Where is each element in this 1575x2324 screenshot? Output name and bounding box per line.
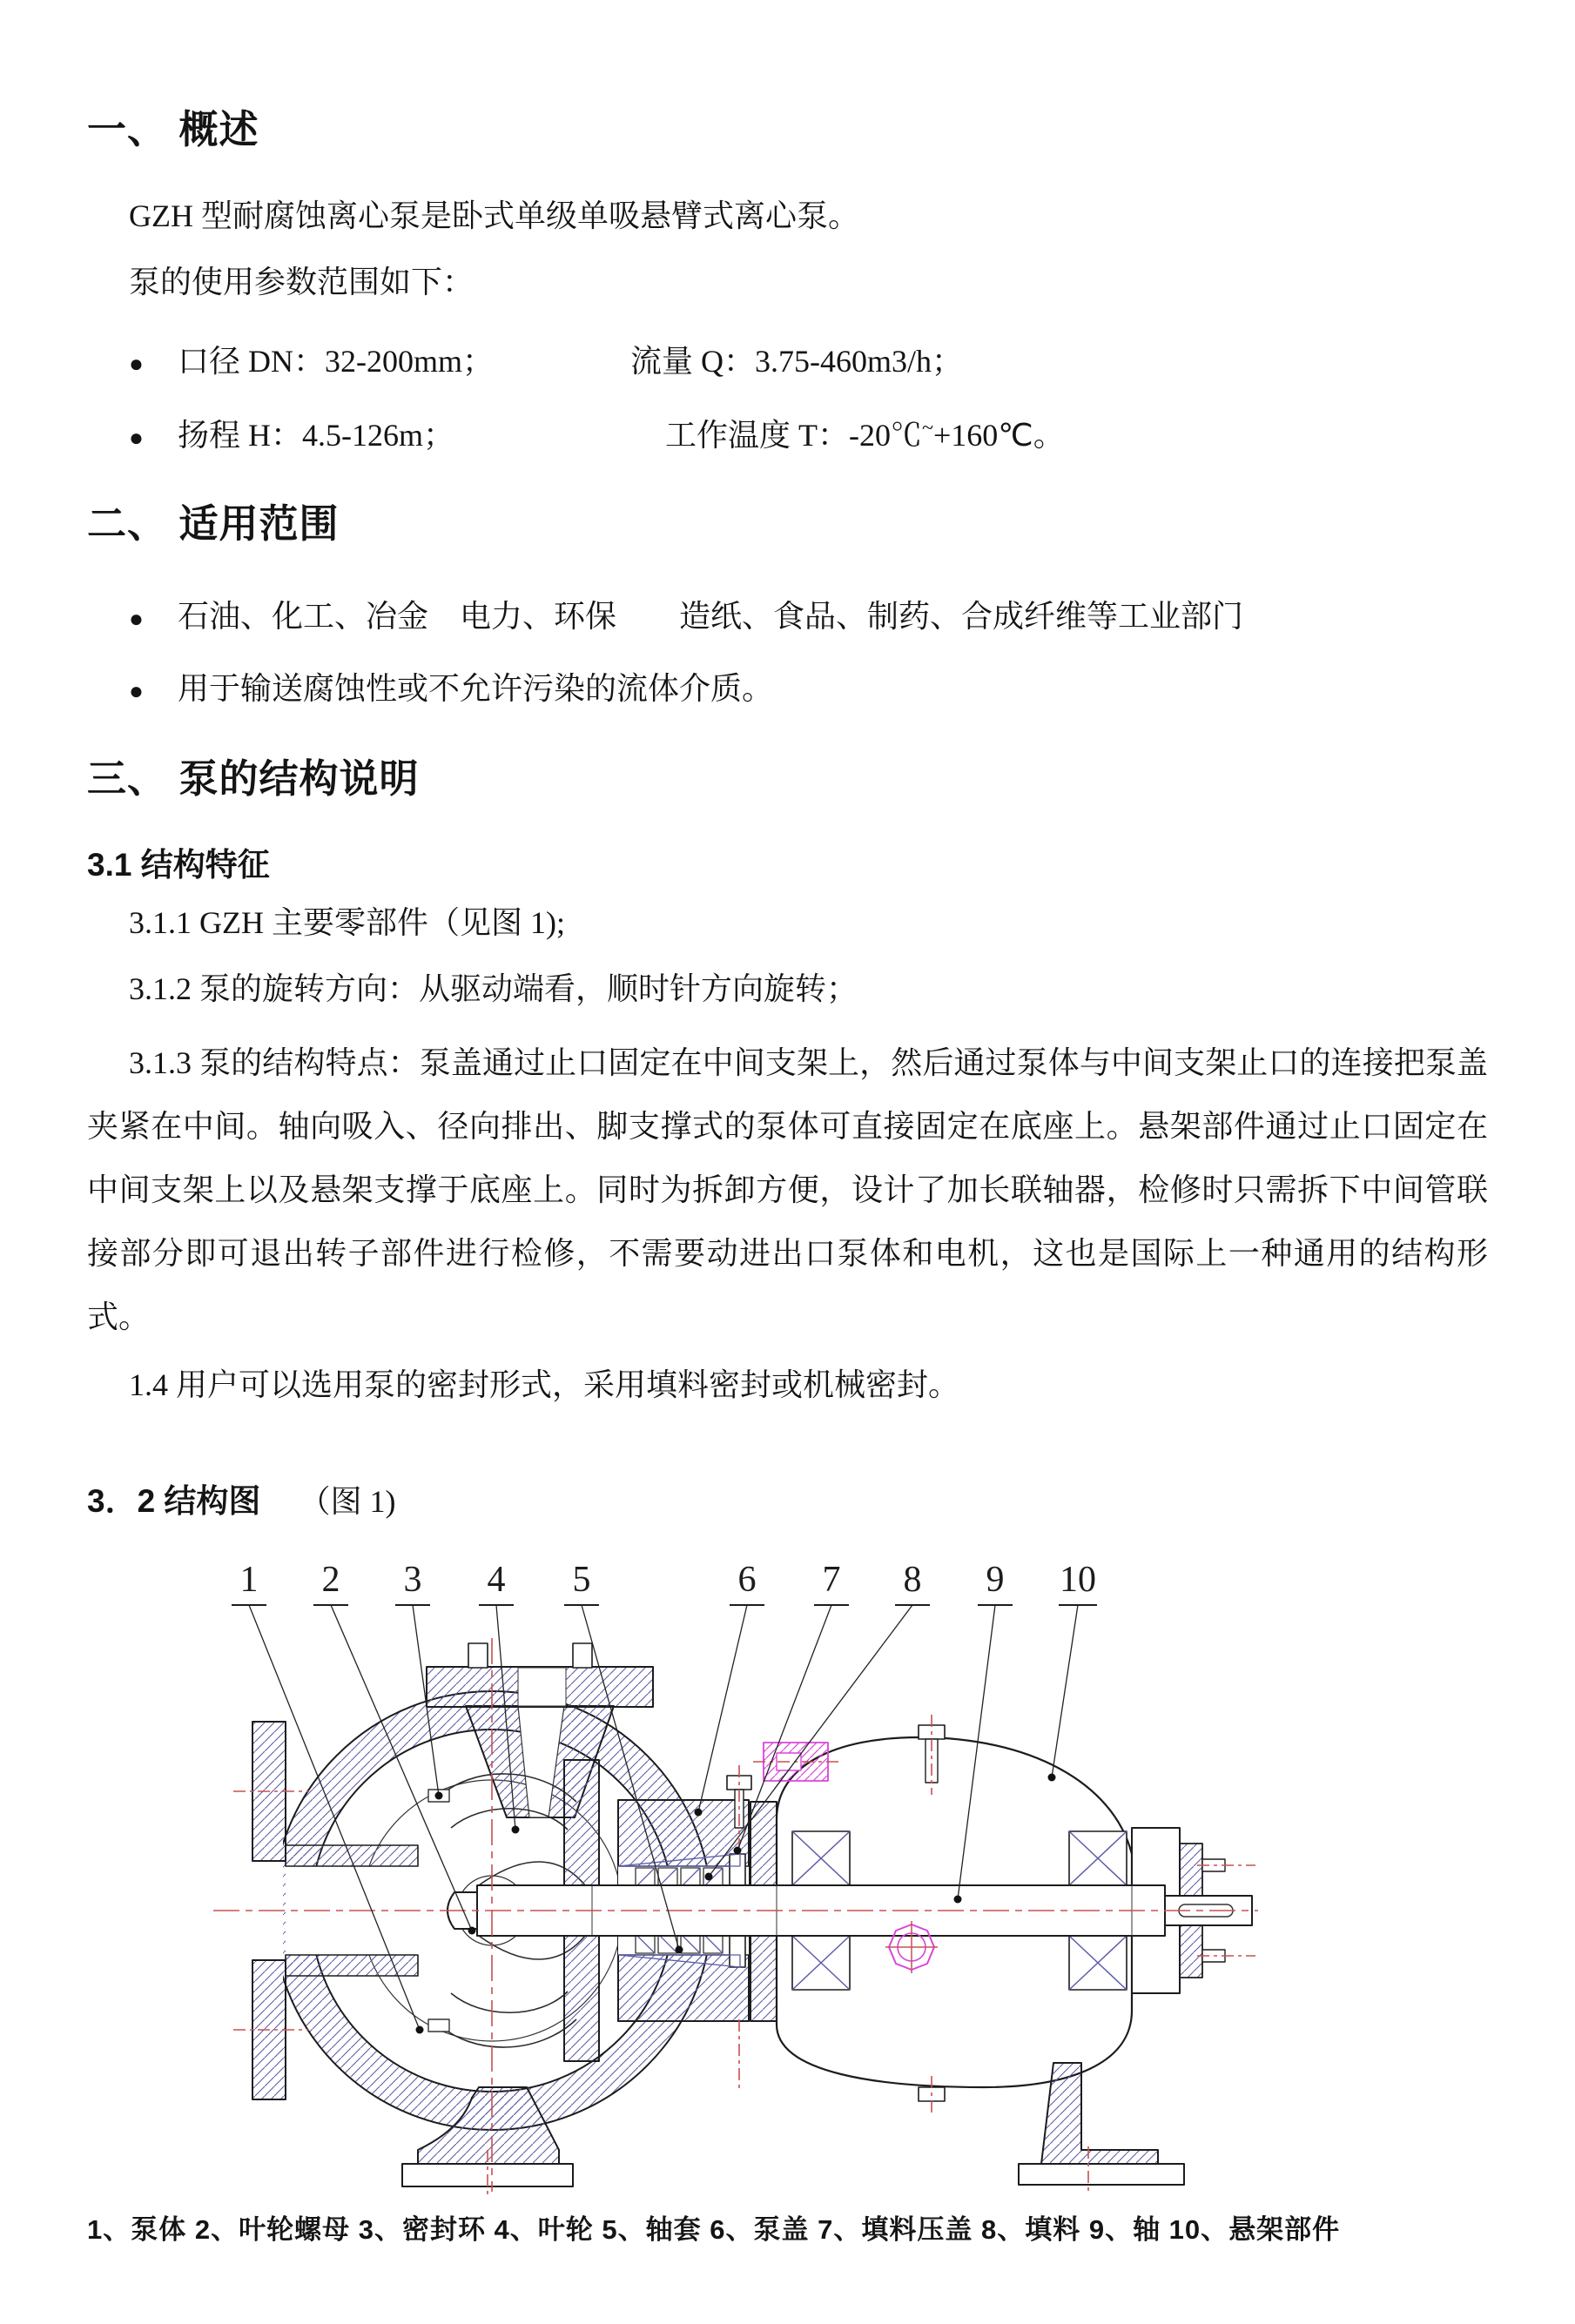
paragraph-3-1-1: 3.1.1 GZH 主要零部件（见图 1); [129, 905, 565, 940]
section2-heading: 二、 适用范围 [87, 501, 340, 546]
tilde-superscript: ~ [921, 417, 933, 440]
paragraph-3-1-2: 3.1.2 泵的旋转方向：从驱动端看，顺时针方向旋转； [129, 971, 858, 1006]
section1-paragraph2: 泵的使用参数范围如下： [129, 265, 475, 299]
bullet-icon: ● [129, 678, 144, 705]
bullet-icon: ● [129, 606, 144, 633]
part-label-6: 6 [737, 1560, 757, 1600]
figure-structure-diagram [131, 1541, 1262, 2202]
bullet-icon: ● [129, 351, 144, 378]
bullet-temperature-text: 工作温度 T：-20℃~+160℃。 [665, 417, 1065, 453]
bullet-media [129, 664, 1488, 709]
part-label-3: 3 [403, 1560, 422, 1600]
section3-heading: 三、 泵的结构说明 [87, 756, 420, 801]
pump-drawing [252, 1643, 1252, 2186]
structure-figure-title: 3．2 结构图 [87, 1483, 261, 1519]
part-label-10: 10 [1060, 1560, 1096, 1600]
bullet-head-text: 扬程 H：4.5-126m； [178, 418, 454, 453]
part-label-8: 8 [903, 1560, 922, 1600]
section1-heading: 一、 概述 [87, 107, 259, 151]
bullet-industries-text: 石油、化工、冶金 电力、环保 造纸、食品、制药、合成纤维等工业部门 [178, 599, 1244, 634]
part-label-4: 4 [487, 1560, 506, 1600]
document-page [0, 97, 1575, 2324]
part-label-7: 7 [822, 1560, 841, 1600]
subsection-3-2-heading [87, 1474, 1575, 1521]
part-label-5: 5 [572, 1560, 591, 1600]
figure-caption: 1、泵体 2、叶轮螺母 3、密封环 4、叶轮 5、轴套 6、泵盖 7、填料压盖 8、填料 9、轴 10、悬架部件 [87, 2214, 1341, 2245]
bullet-icon: ● [129, 425, 144, 452]
bullet-head-temperature [129, 411, 1488, 455]
part-label-1: 1 [239, 1560, 259, 1600]
pump-cross-section-svg [131, 1541, 1262, 2202]
bullet-diameter-text: 口径 DN：32-200mm； [178, 344, 494, 379]
subsection-3-1-heading: 3.1 结构特征 [87, 847, 270, 883]
bullet-industries [129, 592, 1488, 636]
bullet-media-text: 用于输送腐蚀性或不允许污染的流体介质。 [178, 671, 774, 706]
bullet-flow-text: 流量 Q：3.75-460m3/h； [630, 344, 963, 379]
figure-reference: （图 1) [299, 1484, 396, 1519]
paragraph-1-4: 1.4 用户可以选用泵的密封形式，采用填料密封或机械密封。 [129, 1367, 960, 1402]
section1-paragraph1: GZH 型耐腐蚀离心泵是卧式单级单吸悬臂式离心泵。 [129, 198, 859, 233]
part-number-labels [232, 1560, 1097, 1605]
bullet-diameter-flow [129, 337, 1488, 381]
part-label-2: 2 [321, 1560, 340, 1600]
part-label-9: 9 [986, 1560, 1005, 1600]
paragraph-3-1-3: 3.1.3 泵的结构特点：泵盖通过止口固定在中间支架上，然后通过泵体与中间支架止口的连接把泵盖夹紧在中间。轴向吸入、径向排出、脚支撑式的泵体可直接固定在底座上。悬架部件通过止口固定在中间支架上以及悬架支撑于底座上。同时为拆卸方便，设计了加长联轴器，检修时只需拆下中间管联接部分即可退出转子部件进行检修，不需要动进出口泵体和电机，这也是国际上一种通用的结构形式。 [87, 1045, 1488, 1334]
